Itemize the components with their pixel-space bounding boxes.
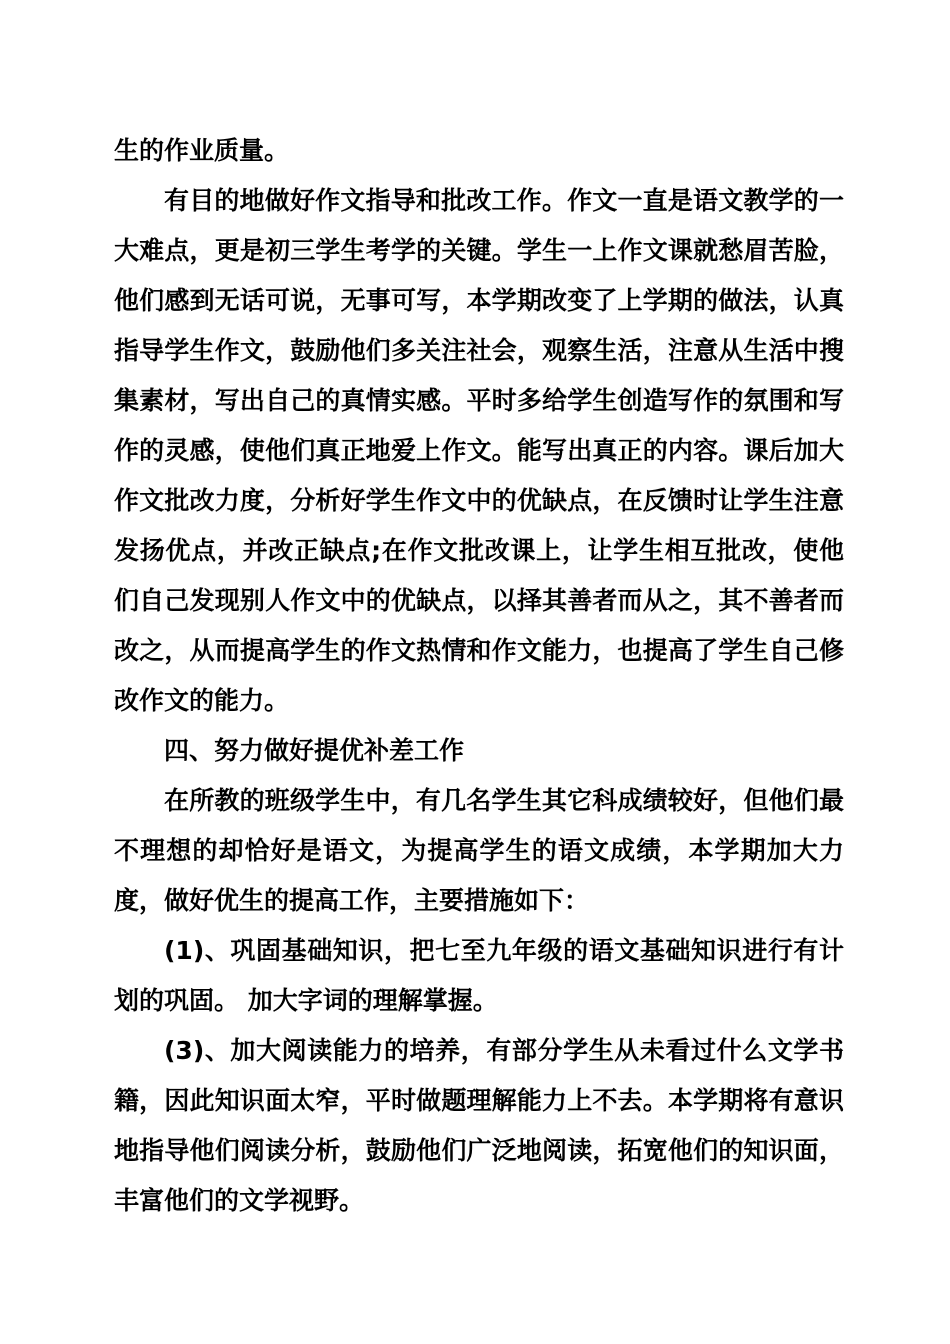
paragraph-top-students: 在所教的班级学生中，有几名学生其它科成绩较好，但他们最不理想的却恰好是语文，为提高学生的语文成绩，本学期加大力度，做好优生的提高工作，主要措施如下： — [114, 786, 844, 915]
paragraph-continuation: 生的作业质量。 — [114, 136, 290, 165]
document-body — [114, 126, 844, 1226]
section-heading: 四、努力做好提优补差工作 — [164, 736, 465, 765]
paragraph-composition-guidance: 有目的地做好作文指导和批改工作。作文一直是语文教学的一大难点，更是初三学生考学的关键。学生一上作文课就愁眉苦脸，他们感到无话可说，无事可写，本学期改变了上学期的做法，认真指导学生作文，鼓励他们多关注社会，观察生活，注意从生活中搜集素材，写出自己的真情实感。平时多给学生创造写作的氛围和写作的灵感，使他们真正地爱上作文。能写出真正的内容。课后加大作文批改力度，分析好学生作文中的优缺点，在反馈时让学生注意发扬优点，并改正缺点;在作文批改课上，让学生相互批改，使他们自己发现别人作文中的优缺点，以择其善者而从之，其不善者而改之，从而提高学生的作文热情和作文能力，也提高了学生自己修改作文的能力。 — [114, 186, 844, 715]
paragraph-measure-1: (1)、巩固基础知识，把七至九年级的语文基础知识进行有计划的巩固。 加大字词的理解掌握。 — [114, 936, 844, 1015]
paragraph-measure-3: (3)、加大阅读能力的培养，有部分学生从未看过什么文学书籍，因此知识面太窄，平时做题理解能力上不去。本学期将有意识地指导他们阅读分析，鼓励他们广泛地阅读，拓宽他们的知识面，丰富他们的文学视野。 — [114, 1036, 844, 1215]
